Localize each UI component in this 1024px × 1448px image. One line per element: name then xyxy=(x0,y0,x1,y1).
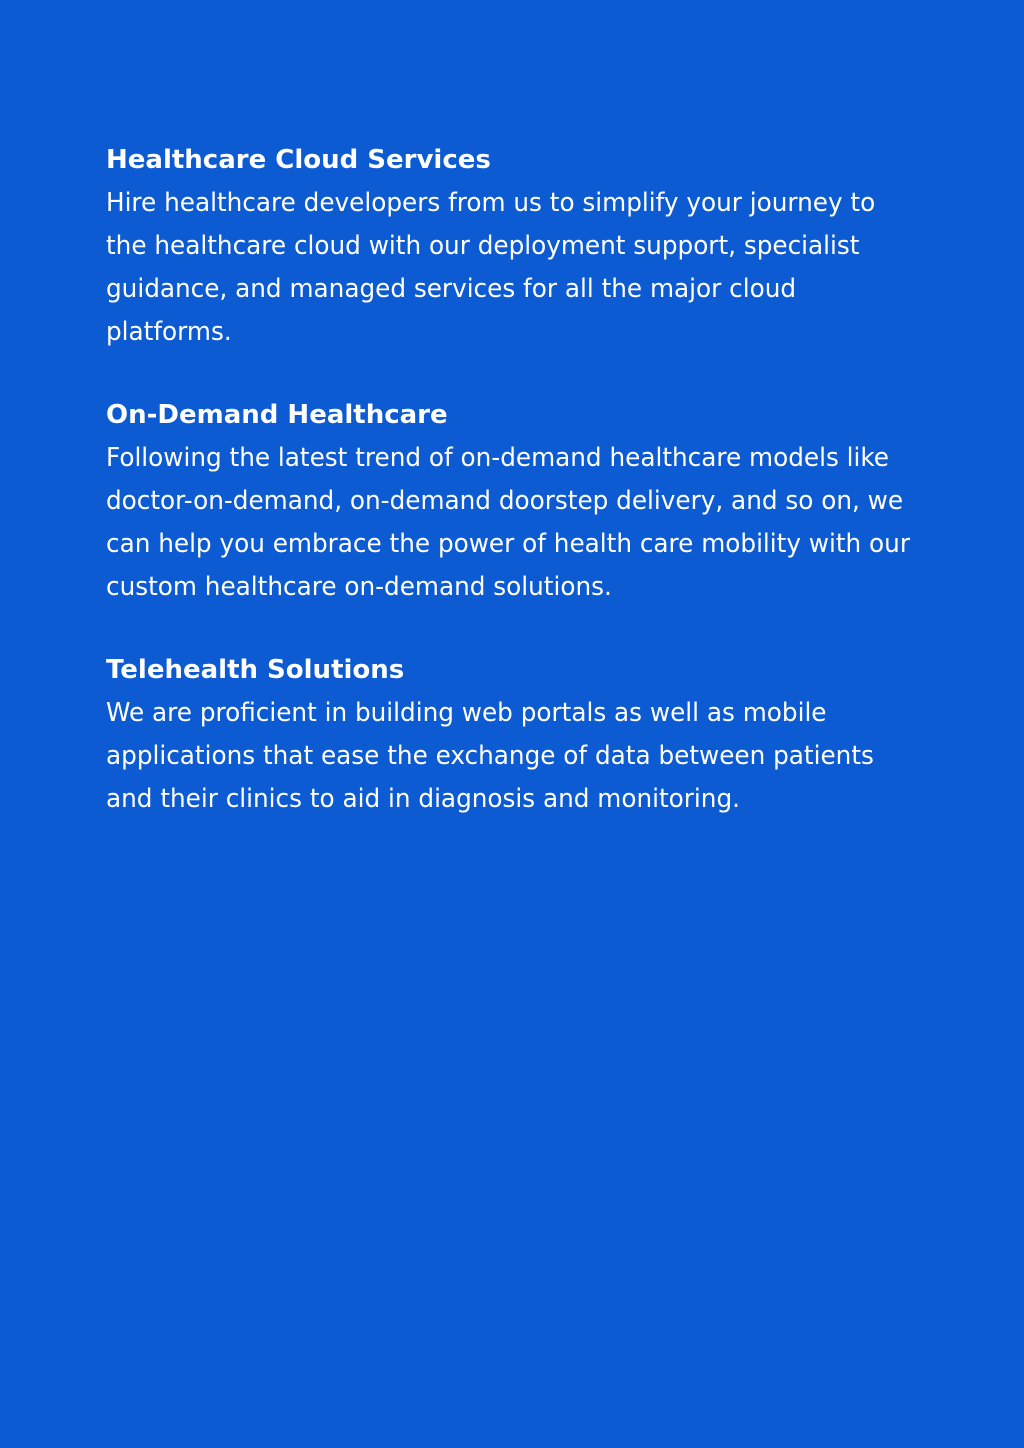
section-title: Healthcare Cloud Services xyxy=(106,145,491,175)
section-healthcare-cloud-services xyxy=(106,139,961,354)
section-body: Hire healthcare developers from us to simplify your journey to the healthcare cloud with our deployment support, specialist guidance, and managed services for all the major cloud platforms. xyxy=(106,188,876,347)
section-body: Following the latest trend of on-demand healthcare models like doctor-on-demand, on-demand doorstep delivery, and so on, we can help you embrace the power of health care mobility with our custom healthcare on-demand solutions. xyxy=(106,443,910,602)
document-content xyxy=(106,139,961,861)
section-title: Telehealth Solutions xyxy=(106,655,405,685)
section-title: On-Demand Healthcare xyxy=(106,400,448,430)
section-body: We are proficient in building web portals as well as mobile applications that ease the exchange of data between patients and their clinics to aid in diagnosis and monitoring. xyxy=(106,698,874,814)
section-telehealth-solutions xyxy=(106,649,961,821)
section-on-demand-healthcare xyxy=(106,394,961,609)
